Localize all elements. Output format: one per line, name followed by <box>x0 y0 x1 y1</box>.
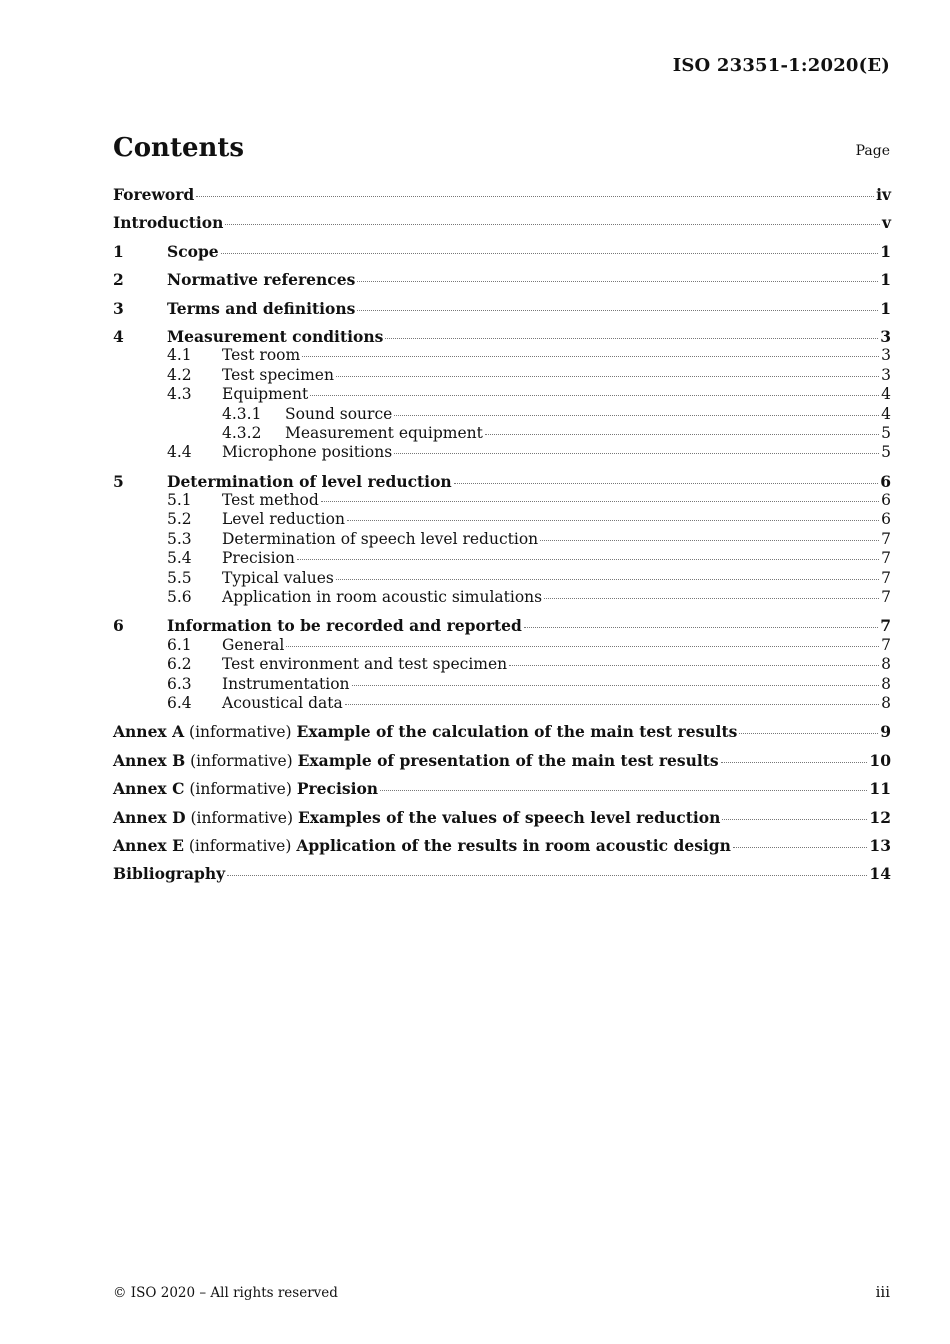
table-of-contents <box>113 185 891 884</box>
dot-leader <box>524 626 878 628</box>
toc-entry-title: Test room <box>222 346 301 365</box>
toc-entry-number: 5.3 <box>167 529 192 548</box>
toc-entry[interactable] <box>113 270 891 289</box>
toc-entry-number: 4.3.2 <box>222 423 262 442</box>
toc-entry-page: v <box>881 213 891 233</box>
toc-entry-number: 6.2 <box>167 655 192 674</box>
dot-leader <box>385 337 878 339</box>
toc-entry-page: 8 <box>881 693 891 712</box>
annex-title: Example of the calculation of the main test results <box>296 722 738 742</box>
dot-leader <box>225 223 880 225</box>
toc-entry-title: Foreword <box>113 185 195 204</box>
dot-leader <box>485 433 879 435</box>
toc-entry-number: 4.2 <box>167 365 192 384</box>
dot-leader <box>321 500 879 502</box>
dot-leader <box>347 519 879 521</box>
toc-entry-title: Normative references <box>167 270 356 290</box>
toc-entry-number: 2 <box>113 270 124 290</box>
toc-entry-number: 3 <box>113 298 124 318</box>
dot-leader <box>357 309 878 311</box>
toc-entry[interactable] <box>113 491 891 510</box>
toc-entry-page: 5 <box>881 443 891 462</box>
toc-entry-page: 7 <box>881 635 891 654</box>
toc-entry[interactable] <box>113 242 891 261</box>
dot-leader <box>380 789 867 791</box>
dot-leader <box>352 684 880 686</box>
toc-entry-title: General <box>222 635 285 654</box>
toc-entry[interactable] <box>113 366 891 385</box>
toc-entry-number: 4.1 <box>167 346 192 365</box>
dot-leader <box>310 394 879 396</box>
annex-type: (informative) <box>184 723 297 742</box>
toc-entry[interactable] <box>113 636 891 655</box>
toc-entry[interactable] <box>113 808 891 827</box>
document-id: ISO 23351-1:2020(E) <box>672 55 890 76</box>
toc-entry-page: 1 <box>880 241 891 261</box>
toc-entry[interactable] <box>113 549 891 568</box>
annex-type: (informative) <box>183 836 297 855</box>
toc-entry-title: Information to be recorded and reported <box>167 616 522 636</box>
toc-entry[interactable] <box>113 616 891 635</box>
toc-entry-number: 5.4 <box>167 549 192 568</box>
page-number: iii <box>875 1283 890 1301</box>
toc-entry-page: 1 <box>880 270 891 290</box>
toc-entry-page: 7 <box>881 568 891 587</box>
toc-entry-page: 5 <box>881 423 891 442</box>
toc-entry-title <box>113 808 720 828</box>
toc-entry-page: 6 <box>881 510 891 529</box>
toc-entry[interactable] <box>113 694 891 713</box>
dot-leader <box>540 539 879 541</box>
dot-leader <box>345 703 879 705</box>
toc-entry[interactable] <box>113 443 891 462</box>
toc-entry[interactable] <box>113 588 891 607</box>
toc-entry-page: 3 <box>881 346 891 365</box>
annex-title: Precision <box>296 779 379 799</box>
toc-entry-page: 3 <box>880 326 891 346</box>
toc-entry-page: 10 <box>869 750 891 770</box>
toc-entry-title: Introduction <box>113 213 224 233</box>
toc-entry-page: iv <box>876 185 891 204</box>
dot-leader <box>394 452 879 454</box>
dot-leader <box>286 645 879 647</box>
toc-entry-number: 5.2 <box>167 510 192 529</box>
toc-entry-page: 3 <box>881 365 891 384</box>
toc-entry-page: 14 <box>869 864 891 884</box>
toc-entry-page: 11 <box>869 779 891 799</box>
dot-leader <box>544 597 879 599</box>
toc-entry-page: 13 <box>869 835 891 855</box>
toc-entry[interactable] <box>113 655 891 674</box>
annex-label: Annex A <box>113 722 185 742</box>
toc-entry-title <box>113 751 719 771</box>
toc-entry-number: 5.1 <box>167 491 192 510</box>
annex-label: Annex E <box>113 835 184 855</box>
toc-entry[interactable] <box>113 722 891 741</box>
toc-entry-number: 4.3 <box>167 385 192 404</box>
toc-entry-number: 6.4 <box>167 693 192 712</box>
dot-leader <box>733 846 868 848</box>
dot-leader <box>722 818 867 820</box>
toc-entry-page: 9 <box>880 722 891 742</box>
toc-entry[interactable] <box>113 751 891 770</box>
toc-entry[interactable] <box>113 346 891 365</box>
toc-entry[interactable] <box>113 836 891 855</box>
annex-type: (informative) <box>185 808 298 827</box>
toc-entry[interactable] <box>113 213 891 232</box>
toc-entry[interactable] <box>113 185 891 204</box>
toc-entry-title: Acoustical data <box>222 693 343 712</box>
toc-entry-title: Instrumentation <box>222 674 350 693</box>
annex-label: Annex C <box>113 779 185 799</box>
toc-entry-page: 8 <box>881 674 891 693</box>
annex-title: Application of the results in room acoustic design <box>296 835 731 855</box>
annex-type: (informative) <box>185 751 298 770</box>
dot-leader <box>227 874 867 876</box>
toc-entry-title: Equipment <box>222 385 309 404</box>
toc-entry-page: 7 <box>881 588 891 607</box>
toc-entry-number: 5 <box>113 471 124 491</box>
toc-entry-number: 5.5 <box>167 568 192 587</box>
toc-entry-page: 7 <box>881 529 891 548</box>
toc-entry-title: Test method <box>222 491 319 510</box>
toc-entry-title: Measurement equipment <box>285 423 483 442</box>
toc-entry[interactable] <box>113 327 891 346</box>
toc-entry-title: Measurement conditions <box>167 326 384 346</box>
toc-entry-page: 7 <box>880 616 891 636</box>
toc-entry-title: Scope <box>167 241 219 261</box>
toc-entry-title: Test environment and test specimen <box>222 655 508 674</box>
toc-entry-page: 6 <box>881 491 891 510</box>
toc-entry-page: 6 <box>880 471 891 491</box>
toc-entry[interactable] <box>113 405 891 424</box>
page-column-label: Page <box>855 143 890 159</box>
toc-entry[interactable] <box>113 472 891 491</box>
dot-leader <box>454 482 879 484</box>
toc-entry-number: 5.6 <box>167 588 192 607</box>
toc-entry-page: 8 <box>881 655 891 674</box>
toc-entry-title: Terms and definitions <box>167 298 356 318</box>
toc-entry[interactable] <box>113 510 891 529</box>
toc-entry-number: 6.1 <box>167 635 192 654</box>
toc-entry-page: 4 <box>881 385 891 404</box>
annex-title: Examples of the values of speech level reduction <box>297 807 721 827</box>
toc-entry[interactable] <box>113 675 891 694</box>
dot-leader <box>297 558 879 560</box>
toc-entry-title: Precision <box>222 549 295 568</box>
annex-label: Annex D <box>113 807 186 827</box>
toc-entry-number: 4.4 <box>167 443 192 462</box>
toc-entry[interactable] <box>113 385 891 404</box>
toc-entry-title <box>113 836 731 856</box>
annex-type: (informative) <box>184 780 297 799</box>
toc-entry-page: 12 <box>869 807 891 827</box>
toc-entry-number: 6.3 <box>167 674 192 693</box>
toc-entry-title: Determination of speech level reduction <box>222 529 539 548</box>
toc-entry-page: 1 <box>880 298 891 318</box>
toc-entry[interactable] <box>113 864 891 883</box>
dot-leader <box>336 375 879 377</box>
toc-entry[interactable] <box>113 424 891 443</box>
toc-entry-title: Sound source <box>285 404 393 423</box>
toc-entry-title: Microphone positions <box>222 443 393 462</box>
toc-entry-number: 6 <box>113 616 124 636</box>
toc-entry-title <box>113 779 378 799</box>
dot-leader <box>221 252 879 254</box>
toc-entry[interactable] <box>113 299 891 318</box>
toc-entry-page: 7 <box>881 549 891 568</box>
toc-entry[interactable] <box>113 530 891 549</box>
dot-leader <box>721 761 868 763</box>
toc-entry-title <box>113 722 737 742</box>
toc-entry[interactable] <box>113 569 891 588</box>
toc-entry-title: Test specimen <box>222 365 334 384</box>
dot-leader <box>336 578 879 580</box>
copyright-notice: © ISO 2020 – All rights reserved <box>113 1285 338 1301</box>
toc-entry-title: Determination of level reduction <box>167 471 452 491</box>
toc-entry-number: 4.3.1 <box>222 404 262 423</box>
toc-entry[interactable] <box>113 779 891 798</box>
toc-entry-title: Level reduction <box>222 510 345 529</box>
dot-leader <box>394 414 879 416</box>
annex-label: Annex B <box>113 750 186 770</box>
toc-entry-page: 4 <box>881 404 891 423</box>
dot-leader <box>509 664 879 666</box>
dot-leader <box>357 280 878 282</box>
page-title: Contents <box>113 133 245 163</box>
toc-entry-title: Bibliography <box>113 864 226 884</box>
toc-entry-title: Application in room acoustic simulations <box>222 588 543 607</box>
dot-leader <box>302 355 879 357</box>
toc-entry-title: Typical values <box>222 568 334 587</box>
toc-entry-number: 1 <box>113 241 124 261</box>
dot-leader <box>739 732 878 734</box>
dot-leader <box>196 195 874 197</box>
toc-entry-number: 4 <box>113 326 124 346</box>
annex-title: Example of presentation of the main test results <box>297 750 719 770</box>
